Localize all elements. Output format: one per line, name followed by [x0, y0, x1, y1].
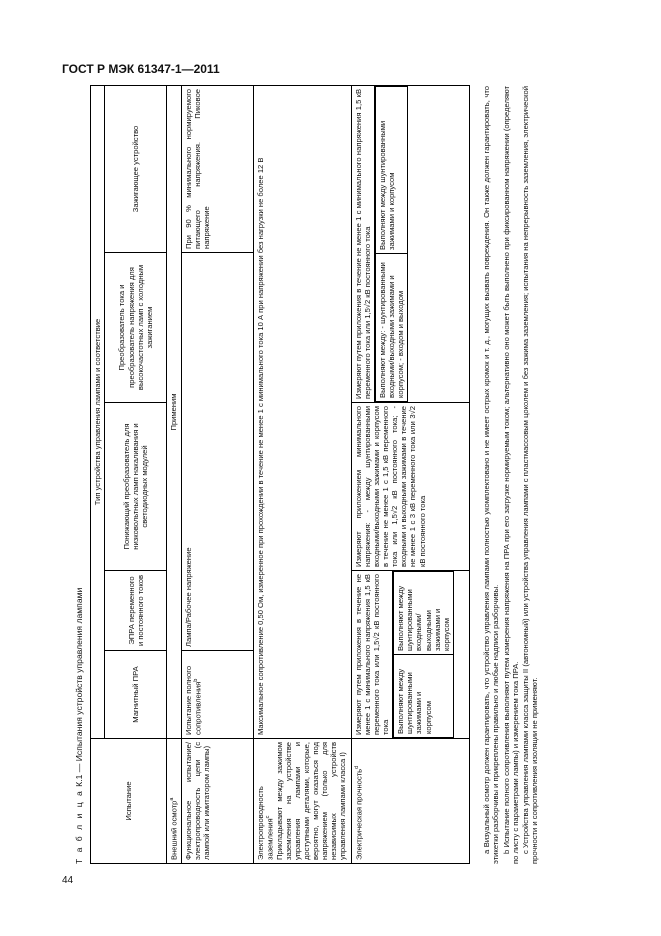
header-type-electronic: ЭПРА переменного и постоянного токов [105, 571, 167, 651]
row-earth-value: Максимальное сопротивление 0,50 Ом, измеренное при прохождении в течение не менее 1 с минимального тока 10 А при напряжении без нагрузки не более 12 В [253, 85, 351, 738]
page-header: ГОСТ Р МЭК 61347-1—2011 [62, 62, 220, 76]
row-functional-name: Функциональное испытание/электропроводность цепи (с лампой или имитатором лампы) [181, 739, 253, 864]
test-table [90, 85, 470, 864]
header-test: Испытание [91, 739, 167, 864]
note-b: b Испытание полного сопротивления выполняют путем измерения напряжения на ПРА при его загрузке нормируемым током; альтернативно оно может быть выполнено при фиксированном напряжении (определяют по листу с параметрами лампы) и измерением тока ПРА. [501, 86, 520, 864]
page-number: 44 [62, 875, 74, 886]
header-type-stepdown: Понижающий преобразователь для низковольтных ламп накаливания и светодиодных модулей [105, 403, 167, 571]
header-type-hf: Преобразователь тока и преобразователь напряжения для высокочастотных ламп с холодным зажиганием [105, 253, 167, 403]
caption-prefix: Т а б л и ц а [74, 789, 84, 864]
header-type-ignitor: Зажигающее устройство [105, 85, 167, 252]
caption-text: К.1 — Испытания устройств управления лампами [74, 587, 84, 787]
electric-hf-top: Измеряют путем приложения в течение не менее 1 с минимального напряжения 1,5 кВ переменного тока или 1,5√2 кВ постоянного тока [352, 86, 375, 402]
row-electric-hf-ignitor [351, 85, 469, 402]
electric-hf-left: Выполняют между: - шунтированными входными/выходными зажимами и корпусом; - входом и выходом [375, 253, 407, 401]
row-functional-ignitor: При 90 % минимального нормируемого питающего напряжения. Пиковое напряжение [181, 85, 253, 252]
row-visual-name: Внешний осмотр$^а$ [167, 739, 182, 864]
row-visual-value: Применим [167, 85, 182, 738]
electric-magnetic-top: Измеряют путем приложения в течение не менее 1 с минимального напряжения 1,5 кВ переменного тока или 1,5√2 кВ постоянного тока [352, 571, 393, 738]
table-row [181, 85, 253, 863]
note-c: c Устройства управления лампами класса защиты II (автономный) или устройства управления лампами с пластмассовым цоколем и без зажима заземления; испытания на непрерывность заземления, электрической прочности и сопротивления изоляции не применяют. [521, 86, 540, 864]
table-row [167, 85, 182, 863]
electric-magnetic-right: Выполняют между шунтированными входными/выходными зажимами и корпусом [394, 572, 454, 655]
table-notes [482, 86, 541, 864]
table-caption [74, 86, 88, 864]
row-functional-lamp-voltage: Лампа/Рабочее напряжение [181, 253, 253, 651]
electric-hf-split [375, 86, 408, 402]
table-row [351, 85, 469, 863]
header-type-magnetic: Магнитный ПРА [105, 651, 167, 739]
electric-magnetic-split [393, 571, 454, 738]
electric-magnetic-left: Выполняют между шунтированными зажимами и корпусом [394, 655, 454, 738]
electric-ignitor: Выполняют между шунтированными зажимами и корпусом [375, 86, 407, 253]
table-row [253, 85, 351, 863]
row-electric-name: Электрическая прочность$^d$ [351, 739, 469, 864]
rotated-table-page [74, 86, 602, 864]
row-functional-magnetic: Испытание полного сопротивления$^b$ [181, 651, 253, 739]
header-type-group: Тип устройства управления лампами и соответствие [91, 85, 105, 738]
note-a: а Визуальный осмотр должен гарантировать, что устройство управления лампами полностью укомплектовано и не имеет острых кромок и т. д., могущих вызвать повреждения. Он также должен гарантировать, что этикетки разборчивы и прикреплены правильно и любые надписи разборчивы. [482, 86, 501, 864]
row-earth-name: Электропроводность заземления$^c$ Прикладывают между зажимом заземления на устройстве управления лампами и доступными деталями, которые, вероятно, могут оказаться под напряжением (только для независимых устройств управления лампами класса I) [253, 739, 351, 864]
row-electric-stepdown: Измеряют приложением минимального напряжения: - между шунтированными входными/выходными зажимами и корпусом в течение не менее 1 с 1,5 кВ переменного тока или 1,5√2 кВ постоянного тока; - входными и выходными зажимами в течение не менее 1 с 3 кВ переменного тока или 3√2 кВ постоянного тока [351, 403, 469, 571]
row-electric-magnetic-electronic [351, 571, 469, 739]
